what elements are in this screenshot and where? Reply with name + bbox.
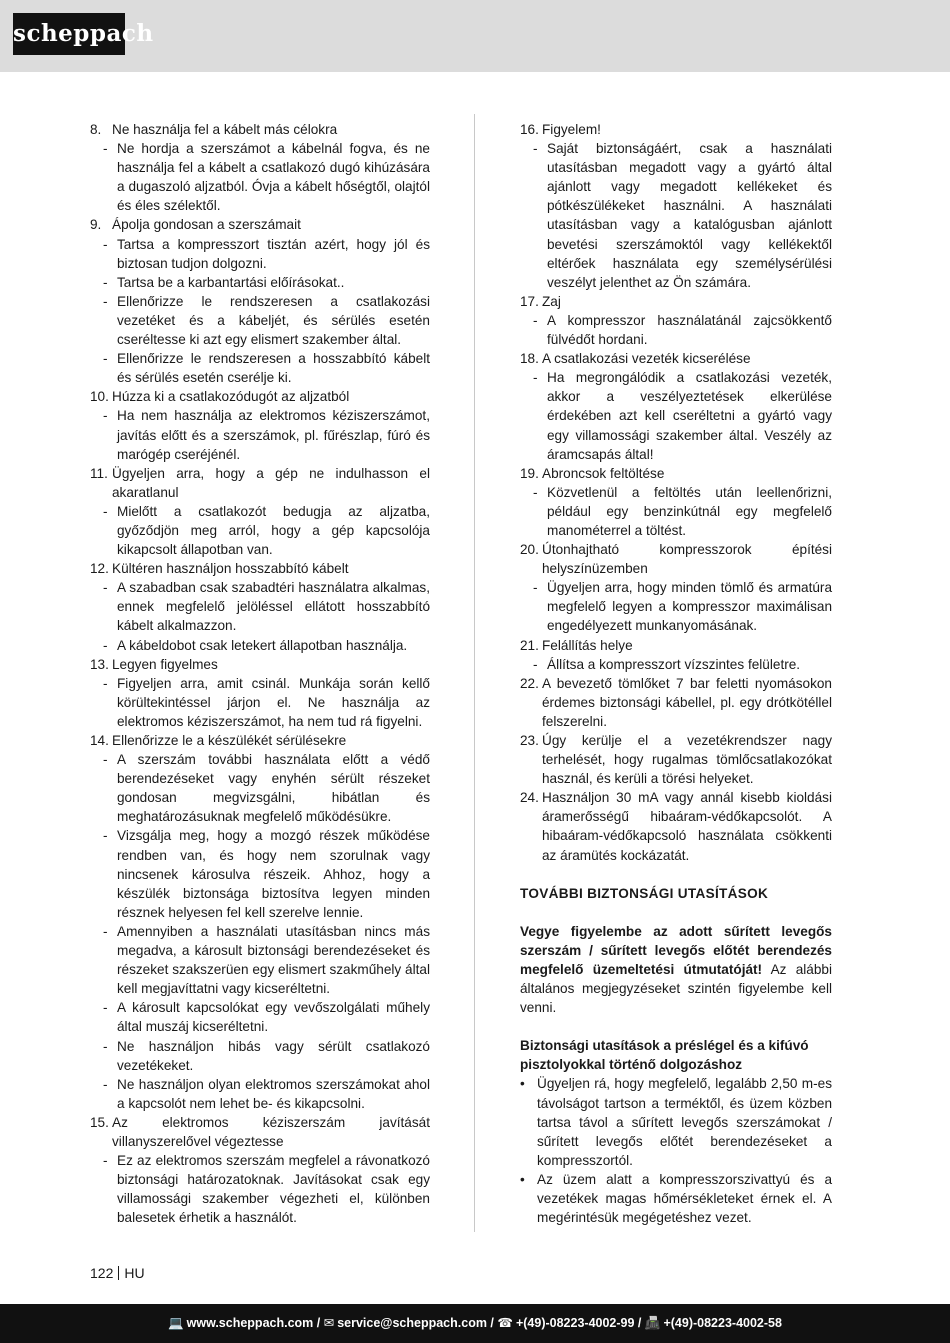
numbered-item: [520, 349, 832, 368]
numbered-item: [520, 464, 832, 483]
sub-item: [90, 1151, 430, 1227]
sub-item-text: Ellenőrizze le rendszeresen a csatlakozási vezetéket és a kábeljét, és sérülés esetén cseréltesse ki azt egy elismert szakember által.: [117, 293, 430, 348]
item-number: 18.: [520, 351, 539, 367]
sub-item: [90, 139, 430, 215]
sub-item-text: A szerszám további használata előtt a védő berendezéseket vagy enyhén sérült részeket gondosan megvizsgálni, hibátlan és meghatározásuknak megfelelő működésükre.: [117, 752, 430, 825]
sub-item-text: Figyeljen arra, amit csinál. Munkája során kellő körültekintéssel járjon el. Ne használja az elektromos kéziszerszámot, ha nem tud rá figyelni.: [117, 675, 430, 729]
numbered-item: [90, 1113, 430, 1151]
item-number: 20.: [520, 542, 539, 558]
dash-marker: -: [103, 351, 108, 367]
item-title: A bevezető tömlőket 7 bar feletti nyomásokon érdemes biztonsági kábellel, pl. egy drótkötéllel felszerelni.: [542, 675, 832, 729]
bullet-list: [520, 1074, 832, 1227]
sub-item: [90, 578, 430, 635]
item-number: 10.: [90, 389, 109, 405]
item-number: 13.: [90, 656, 109, 672]
item-title: Felállítás helye: [542, 637, 633, 653]
dash-marker: -: [103, 828, 108, 844]
item-number: 22.: [520, 675, 539, 691]
sub-item: [90, 349, 430, 387]
footer-phone: +(49)-08223-4002-99: [515, 1316, 635, 1330]
footer-sep: /: [313, 1316, 324, 1330]
numbered-item: [520, 788, 832, 864]
dash-marker: -: [533, 580, 538, 596]
item-number: 17.: [520, 293, 539, 309]
page-language: HU: [124, 1265, 145, 1281]
email-icon: ✉: [323, 1316, 335, 1330]
sub-item: [520, 578, 832, 635]
item-title: Az elektromos kéziszerszám javítását villanyszerelővel végeztesse: [112, 1114, 430, 1149]
item-title: Húzza ki a csatlakozódugót az aljzatból: [112, 389, 350, 405]
sub-item: [90, 406, 430, 463]
sub-item-text: Ha nem használja az elektromos kéziszerszámot, javítás előtt és a szerszámok, pl. fűrészlap, fúró és marógép cseréjénél.: [117, 408, 430, 462]
dash-marker: -: [533, 312, 538, 328]
sub-item-text: Közvetlenül a feltöltés után leellenőrizni, például egy benzinkútnál egy megfelelő manométerrel a töltést.: [547, 484, 832, 538]
footer-email: service@scheppach.com: [337, 1316, 487, 1330]
sub-item-text: Ez az elektromos szerszám megfelel a rávonatkozó biztonsági határozatoknak. Javításokat csak egy villamossági szakember végezheti el, különben balesetek érhetik a használót.: [117, 1153, 430, 1226]
sub-item: [90, 1037, 430, 1075]
sub-item: [90, 273, 430, 292]
numbered-item: [90, 559, 430, 578]
bullet-icon: •: [520, 1076, 525, 1092]
dash-marker: -: [533, 484, 538, 500]
sub-item-text: Vizsgálja meg, hogy a mozgó részek működése rendben van, és hogy nem szorulnak vagy nincsenek károsulva részeik. Ahhoz, hogy a készülék biztonsága biztosítva legyen minden résznek helyesen fel kell szerelve lennie.: [117, 828, 430, 920]
numbered-item: [520, 292, 832, 311]
sub-item: [520, 311, 832, 349]
dash-marker: -: [533, 141, 538, 157]
numbered-item: [520, 120, 832, 139]
footer-fax: +(49)-08223-4002-58: [663, 1316, 782, 1330]
bullet-text: Ügyeljen rá, hogy megfelelő, legalább 2,50 m-es távolságot tartson a terméktől, és üzem közben tartsa távol a sűrített levegős szerszámokat / sűrített levegős előtét berendezéseket a kompresszortól.: [537, 1076, 832, 1168]
page-header: [0, 0, 950, 72]
page-number-value: 122: [90, 1265, 114, 1281]
page-number: [90, 1265, 145, 1281]
page-footer: [0, 1304, 950, 1343]
item-title: Ügyeljen arra, hogy a gép ne indulhasson el akaratlanul: [112, 465, 430, 500]
sub-item: [90, 750, 430, 826]
sub-item: [520, 368, 832, 463]
sub-item: [520, 139, 832, 292]
dash-marker: -: [103, 274, 108, 290]
footer-sep: /: [486, 1316, 498, 1330]
item-title: Abroncsok feltöltése: [542, 465, 665, 481]
section-subheading: Biztonsági utasítások a préslégel és a kifúvó pisztolyokkal történő dolgozáshoz: [520, 1038, 809, 1073]
numbered-item: [520, 674, 832, 731]
section-intro: [520, 922, 832, 1017]
sub-item-text: Ellenőrizze le rendszeresen a hosszabbító kábelt és sérülés esetén cserélje ki.: [117, 351, 430, 386]
sub-item-text: A károsult kapcsolókat egy vevőszolgálati műhely által muszáj kicseréltetni.: [117, 1000, 430, 1035]
sub-item-text: Saját biztonságáért, csak a használati utasításban megadott vagy a gyártó által ajánlott vagy megadott kellékeket és pótkészülékeket használni. A használati utasításban vagy a katalógusban ajánlott bevetési szerszámoktól vagy kellékektől eltérőek használata egy személysérülési veszélyt jelenthet az Ön számára.: [547, 141, 832, 290]
numbered-item: [90, 120, 430, 139]
bullet-text: Az üzem alatt a kompresszorszivattyú és a vezetékek magas hőmérsékleteket érnek el. A megérintésük megégetéshez vezet.: [537, 1171, 832, 1226]
sub-item-text: A kábeldobot csak letekert állapotban használja.: [117, 637, 408, 653]
sub-item-text: Tartsa a kompresszort tisztán azért, hogy jól és biztosan tudjon dolgozni.: [117, 236, 430, 271]
right-column: [520, 120, 832, 1227]
dash-marker: -: [103, 236, 108, 252]
fax-icon: 📠: [644, 1316, 661, 1330]
item-title: Figyelem!: [542, 122, 601, 137]
bullet-item: [520, 1074, 832, 1169]
item-title: Használjon 30 mA vagy annál kisebb kioldási áramerősségű hibaáram-védőkapcsolót. A hibaáram-védőkapcsoló használata csökkenti az áramütés kockázatát.: [542, 790, 832, 863]
numbered-item: [90, 464, 430, 502]
item-title: Legyen figyelmes: [112, 656, 218, 672]
dash-marker: -: [103, 637, 108, 653]
item-title: A csatlakozási vezeték kicserélése: [542, 351, 751, 367]
sub-item-text: Ügyeljen arra, hogy minden tömlő és armatúra megfelelő legyen a kompresszor maximálisan engedélyezett munkanyomásának.: [547, 580, 832, 634]
intro-rest: Az alábbi általános megjegyzéseket szintén figyelembe kell venni.: [520, 961, 832, 1016]
numbered-item: [90, 215, 430, 234]
dash-marker: -: [533, 656, 538, 672]
numbered-item: [520, 636, 832, 655]
phone-icon: ☎: [497, 1316, 513, 1330]
item-number: 15.: [90, 1114, 109, 1130]
dash-marker: -: [103, 675, 108, 691]
item-number: 14.: [90, 733, 109, 748]
dash-marker: -: [533, 370, 538, 386]
sub-item: [90, 674, 430, 731]
numbered-item: [90, 731, 430, 750]
section-title: TOVÁBBI BIZTONSÁGI UTASÍTÁSOK: [520, 885, 769, 901]
sub-item: [90, 826, 430, 921]
sub-item-text: Amennyiben a használati utasításban nincs más megadva, a károsult biztonsági berendezéseket és részeket szakszerüen egy elismert szakműhely által kell megjavíttatni vagy kicseréltetni.: [117, 923, 430, 997]
item-title: Úgy kerülje el a vezetékrendszer nagy terhelését, hogy rugalmas tömlőcsatlakozókat használ, és kerüli a törési helyeket.: [542, 733, 832, 787]
bullet-item: [520, 1170, 832, 1227]
item-number: 9.: [90, 217, 102, 233]
dash-marker: -: [103, 923, 108, 939]
sub-item: [90, 502, 430, 559]
item-title: Kültéren használjon hosszabbító kábelt: [112, 561, 349, 577]
item-number: 24.: [520, 790, 539, 806]
sub-item-text: Mielőtt a csatlakozót bedugja az aljzatba, győződjön meg arról, hogy a gép kapcsolója kikapcsolt állapotban van.: [117, 503, 430, 558]
sub-item-text: A szabadban csak szabadtéri használatra alkalmas, ennek megfelelő jelöléssel ellátott hosszabbító kábelt alkalmazzon.: [117, 580, 430, 634]
sub-item-text: Tartsa be a karbantartási előírásokat..: [117, 274, 345, 290]
dash-marker: -: [103, 1076, 108, 1092]
sub-item: [90, 292, 430, 349]
dash-marker: -: [103, 408, 108, 424]
footer-web: www.scheppach.com: [186, 1316, 314, 1330]
sub-item-text: Ha megrongálódik a csatlakozási vezeték, akkor a veszélyeztetések elkerülése érdekében azt kell cseréltetni a gyártó vagy egy villamossági szakember által. Veszély az áramcsapás által!: [547, 370, 832, 462]
numbered-item: [90, 655, 430, 674]
item-title: Ellenőrizze le a készülékét sérülésekre: [112, 733, 347, 748]
sub-item: [520, 483, 832, 540]
dash-marker: -: [103, 293, 108, 309]
item-title: Útonhajtható kompresszorok építési helyszínüzemben: [542, 542, 832, 577]
sub-item: [520, 655, 832, 674]
left-column: [90, 120, 430, 1227]
dash-marker: -: [103, 580, 108, 596]
dash-marker: -: [103, 503, 108, 519]
item-title: Ápolja gondosan a szerszámait: [112, 217, 301, 233]
right-list: [520, 120, 832, 865]
item-number: 11.: [90, 465, 108, 481]
item-number: 16.: [520, 122, 539, 137]
sub-item-text: A kompresszor használatánál zajcsökkentő fülvédőt hordani.: [547, 312, 832, 348]
sub-item: [90, 1075, 430, 1113]
item-number: 23.: [520, 733, 539, 748]
sub-item: [90, 922, 430, 998]
sub-item: [90, 998, 430, 1036]
sub-item-text: Ne használjon olyan elektromos szerszámokat ahol a kapcsolót nem lehet be- és kikapcsolni.: [117, 1076, 430, 1111]
sub-item-text: Ne használjon hibás vagy sérült csatlakozó vezetékeket.: [117, 1038, 430, 1073]
numbered-item: [520, 731, 832, 788]
dash-marker: -: [103, 752, 108, 768]
item-number: 8.: [90, 122, 102, 137]
dash-marker: -: [103, 1000, 108, 1016]
numbered-item: [90, 387, 430, 406]
sub-item-text: Állítsa a kompresszort vízszintes felületre.: [547, 656, 801, 672]
numbered-item: [520, 540, 832, 578]
bullet-icon: •: [520, 1171, 525, 1187]
item-title: Zaj: [542, 293, 561, 309]
dash-marker: -: [103, 1153, 108, 1169]
computer-icon: 💻: [168, 1316, 184, 1330]
item-number: 21.: [520, 637, 539, 653]
dash-marker: -: [103, 1038, 108, 1054]
sub-item: [90, 235, 430, 273]
item-title: Ne használja fel a kábelt más célokra: [112, 122, 338, 137]
sub-item: [90, 636, 430, 655]
dash-marker: -: [103, 141, 108, 157]
item-number: 12.: [90, 561, 109, 577]
intro-bold: Vegye figyelembe az adott sűrített levegős szerszám / sűrített levegős előtét berendezés megfelelő üzemeltetési útmutatóját!: [520, 923, 832, 977]
sub-item-text: Ne hordja a szerszámot a kábelnál fogva, és ne használja fel a kábelt a csatlakozó dugó kihúzására a dugaszoló aljzatból. Óvja a kábelt hőségtől, olajtól és éles szélektől.: [117, 141, 430, 214]
brand-logo: scheppach: [13, 13, 125, 55]
column-divider: [474, 114, 475, 1232]
item-number: 19.: [520, 465, 539, 481]
footer-sep: /: [634, 1316, 645, 1330]
